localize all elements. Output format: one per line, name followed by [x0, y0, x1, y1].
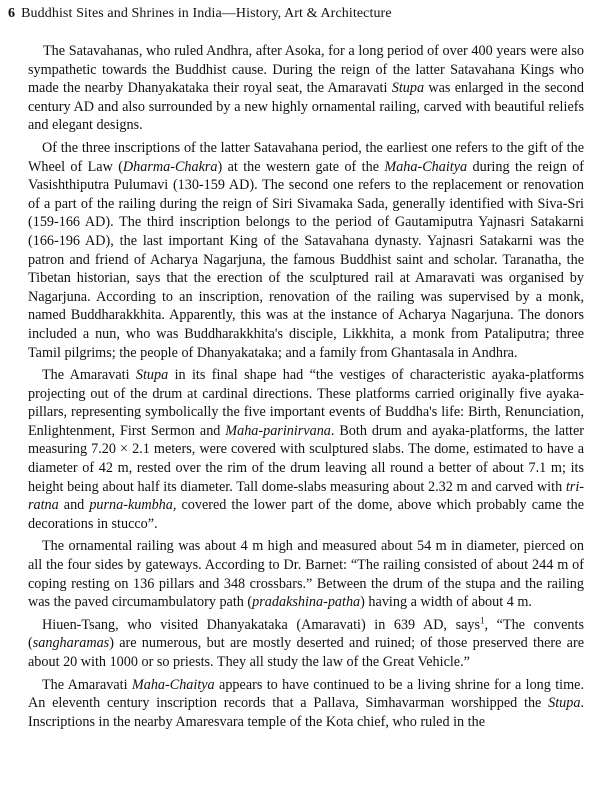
paragraph-text: Hiuen-Tsang, who visited Dhanyakataka (Amaravati) in 639 AD, says [42, 616, 480, 633]
paragraph-text: during the reign of Vasishthiputra Pulumavi (130-159 AD). The second one refers to the replacement or renovation of a part of the railing during the reign of Siri Sivamaka Sada, generally identified with Siva-Sri (159-166 AD). The third inscription belongs to the period of Gautamiputra Yajnasri Satakarni (166-196 AD), the last important King of the Satavahana dynasty. Yajnasri Satakarni was the patron and friend of Acharya Nagarjuna, the famous Buddhist saint and scholar. Taranatha, the Tibetan historian, says that the erection of the sculptured rail at Amaravati was organised by Nagarjuna. According to an inscription, renovation of the railing was supervised by a monk, named Buddharakkhita. Apparently, this was at the instance of Acharya Nagarjuna. The donors included a nun, who was Buddharakkhita's disciple, Likkhita, a monk from Pataliputra; three Tamil pilgrims; the people of Dhanyakataka; and a family from Ghantasala in Andhra. [28, 158, 585, 361]
paragraph-text: The Amaravati [42, 367, 136, 384]
italic-term: Dharma-Chakra [122, 158, 218, 175]
italic-term: tri-ratna [28, 478, 584, 514]
paragraph-text: ) are numerous, but are mostly deserted and ruined; of those preserved there are about 20 with 1000 or so priests. They all study the law of the Great Vehicle.” [28, 635, 584, 670]
page-number: 6 [8, 6, 16, 21]
italic-term: pradakshina-patha [252, 594, 361, 611]
paragraph-text: , covered the lower part of the dome, above which probably came the decorations in stucco”. [28, 497, 584, 532]
paragraph-4 [28, 537, 584, 611]
paragraph-text: Of the three inscriptions of the latter Satavahana period, the earliest one refers to the gift of the Wheel of Law ( [28, 139, 584, 175]
footnote-marker: 1 [480, 615, 485, 626]
paragraph-text: and [58, 497, 90, 514]
paragraph-text: ) at the western gate of the [217, 158, 385, 175]
body-text [28, 42, 584, 735]
italic-term: Stupa [548, 695, 581, 712]
paragraph-6 [28, 676, 584, 732]
paragraph-text: ) having a width of about 4 m. [360, 594, 532, 611]
italic-term: sangharamas [32, 635, 110, 652]
paragraph-1 [28, 42, 584, 135]
paragraph-5 [28, 616, 584, 672]
paragraph-text: . Both drum and ayaka-platforms, the latter measuring 7.20 × 2.1 meters, were covered with sculptured slabs. The dome, estimated to have a diameter of 42 m, rested over the rim of the drum leaving all round a better of about 7.1 m; its height being about half its diameter. Tall dome-slabs measuring about 2.32 m and carved with [28, 422, 585, 495]
running-title: Buddhist Sites and Shrines in India—History, Art & Architecture [21, 6, 392, 21]
paragraph-text: . Inscriptions in the nearby Amaresvara temple of the Kota chief, who ruled in the [28, 695, 584, 730]
italic-term: purna-kumbha [89, 497, 173, 514]
paragraph-text: appears to have continued to be a living shrine for a long time. An eleventh century inscription records that a Pallava, Simhavarman worshipped the [28, 676, 584, 712]
paragraph-text: The Satavahanas, who ruled Andhra, after Asoka, for a long period of over 400 years were also sympathetic towards the Buddhist cause. During the reign of the latter Satavahana Kings who made the nearby Dhanyakataka their royal seat, the Amaravati [28, 43, 584, 97]
paragraph-text: was enlarged in the second century AD and also surrounded by a new highly ornamental railing, carved with beautiful reliefs and elegant designs. [28, 80, 584, 134]
paragraph-2 [28, 139, 584, 362]
paragraph-text: in its final shape had “the vestiges of characteristic ayaka-platforms projecting out of the drum at cardinal directions. These platforms carried originally five ayaka-pillars, representing symbolically the five important events of Buddha's life: Birth, Renunciation, Enlightenment, First Sermon and [28, 367, 584, 439]
italic-term: Maha-Chaitya [384, 158, 468, 175]
paragraph-text: The ornamental railing was about 4 m high and measured about 54 m in diameter, pierced on all the four sides by gateways. According to Dr. Barnet: “The railing consisted of about 244 m of coping resting on 136 pillars and 348 crossbars.” Between the drum of the stupa and the railing was the paved circumambulatory path ( [28, 538, 584, 611]
italic-term: Stupa [135, 367, 169, 384]
paragraph-3 [28, 366, 584, 533]
paragraph-text: The Amaravati [42, 676, 132, 693]
italic-term: Maha-parinirvana [225, 422, 331, 439]
paragraph-text: , “The convents ( [28, 616, 584, 652]
italic-term: Maha-Chaitya [131, 676, 215, 693]
italic-term: Stupa [391, 80, 425, 97]
running-header [8, 6, 392, 22]
